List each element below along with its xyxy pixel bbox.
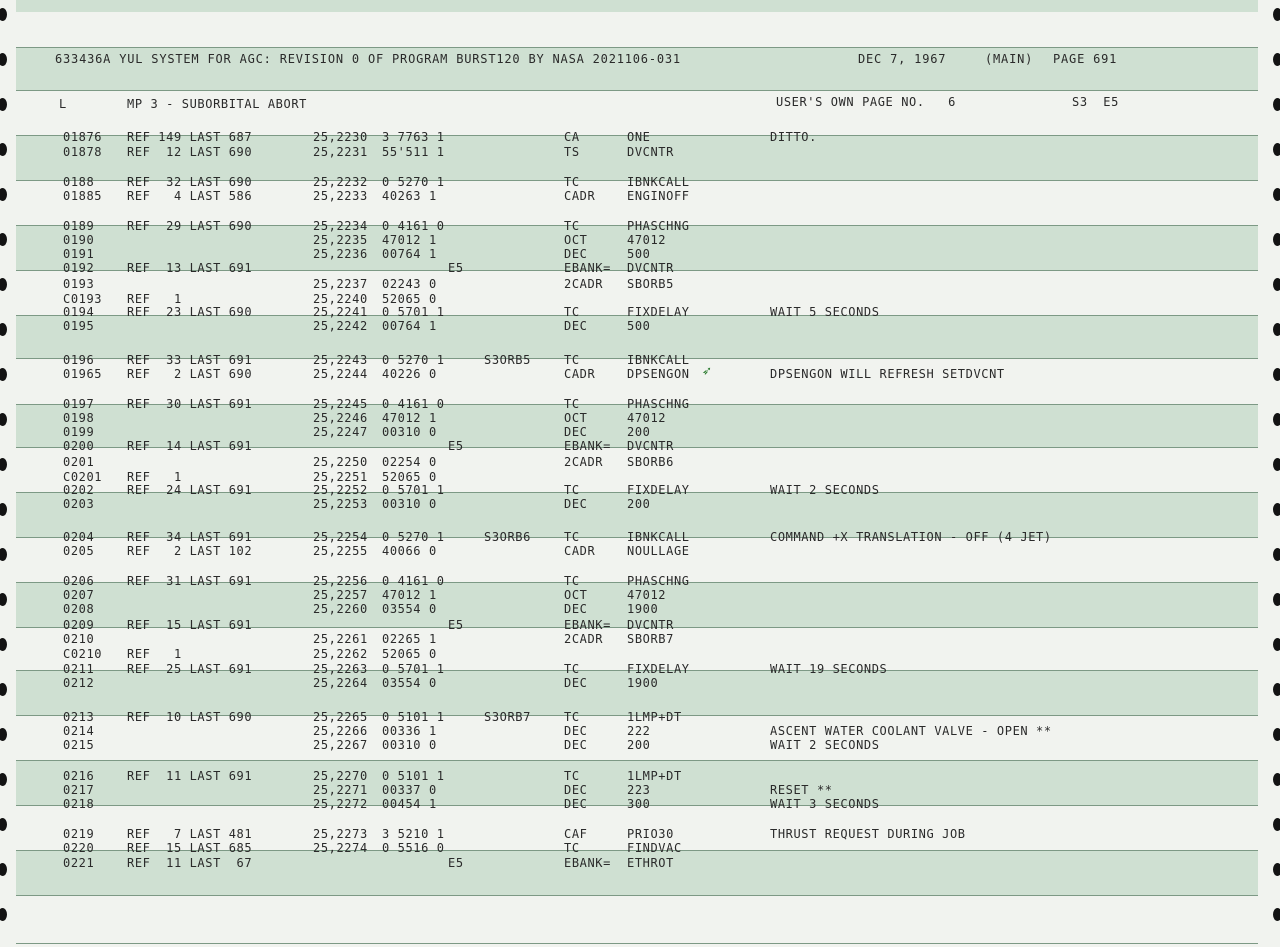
octal-word: 00336 1 <box>382 724 437 738</box>
ref-field: REF 15 LAST 685 <box>127 841 253 855</box>
feed-hole <box>1273 818 1280 831</box>
opcode: 2CADR <box>564 277 604 291</box>
operand: FIXDELAY <box>627 305 690 319</box>
ref-field: REF 24 LAST 691 <box>127 483 253 497</box>
octal-word: E5 <box>448 856 464 870</box>
opcode: EBANK= <box>564 856 611 870</box>
feed-hole <box>0 53 7 66</box>
address: 25,2234 <box>313 219 368 233</box>
line-number: C0201 <box>63 470 103 484</box>
opcode: CAF <box>564 827 588 841</box>
octal-word: 47012 1 <box>382 411 437 425</box>
octal-word: 52065 0 <box>382 470 437 484</box>
line-number: 0205 <box>63 544 95 558</box>
feed-hole <box>1273 143 1280 156</box>
opcode: TC <box>564 483 580 497</box>
operand: 200 <box>627 425 651 439</box>
feed-hole <box>0 8 7 21</box>
ref-field: REF 12 LAST 690 <box>127 145 253 159</box>
header-page: PAGE 691 <box>1053 52 1118 66</box>
address: 25,2245 <box>313 397 368 411</box>
ref-field: REF 14 LAST 691 <box>127 439 253 453</box>
feed-hole <box>1273 188 1280 201</box>
comment: THRUST REQUEST DURING JOB <box>770 827 966 841</box>
line-number: 01885 <box>63 189 103 203</box>
octal-word: 3 7763 1 <box>382 130 445 144</box>
ref-field: REF 23 LAST 690 <box>127 305 253 319</box>
handwritten-check-arrow: ➶ <box>702 362 712 380</box>
line-number: 0220 <box>63 841 95 855</box>
feed-hole <box>1273 413 1280 426</box>
ref-field: REF 13 LAST 691 <box>127 261 253 275</box>
operand: 1900 <box>627 602 659 616</box>
line-number: 0194 <box>63 305 95 319</box>
opcode: DEC <box>564 724 588 738</box>
feed-hole <box>1273 548 1280 561</box>
address: 25,2263 <box>313 662 368 676</box>
feed-hole <box>1273 323 1280 336</box>
octal-word: E5 <box>448 439 464 453</box>
operand: NOULLAGE <box>627 544 690 558</box>
address: 25,2243 <box>313 353 368 367</box>
octal-word: 03554 0 <box>382 676 437 690</box>
address: 25,2230 <box>313 130 368 144</box>
ref-field: REF 11 LAST 691 <box>127 769 253 783</box>
octal-word: E5 <box>448 618 464 632</box>
feed-hole <box>1273 278 1280 291</box>
band-rule <box>16 943 1258 944</box>
address: 25,2261 <box>313 632 368 646</box>
feed-hole <box>1273 233 1280 246</box>
opcode: OCT <box>564 233 588 247</box>
octal-word: 00337 0 <box>382 783 437 797</box>
octal-word: 0 5270 1 <box>382 353 445 367</box>
opcode: TC <box>564 219 580 233</box>
opcode: TC <box>564 710 580 724</box>
octal-word: 03554 0 <box>382 602 437 616</box>
feed-hole <box>1273 8 1280 21</box>
band-rule <box>16 895 1258 896</box>
address: 25,2253 <box>313 497 368 511</box>
opcode: OCT <box>564 588 588 602</box>
address: 25,2235 <box>313 233 368 247</box>
opcode: CADR <box>564 367 596 381</box>
address: 25,2273 <box>313 827 368 841</box>
opcode: EBANK= <box>564 439 611 453</box>
line-number: 0198 <box>63 411 95 425</box>
octal-word: 00764 1 <box>382 319 437 333</box>
operand: ONE <box>627 130 651 144</box>
comment: COMMAND +X TRANSLATION - OFF (4 JET) <box>770 530 1052 544</box>
octal-word: E5 <box>448 261 464 275</box>
ref-field: REF 2 LAST 102 <box>127 544 253 558</box>
opcode: TC <box>564 841 580 855</box>
operand: 200 <box>627 497 651 511</box>
octal-word: 3 5210 1 <box>382 827 445 841</box>
line-number: 0200 <box>63 439 95 453</box>
ref-field: REF 2 LAST 690 <box>127 367 253 381</box>
operand: ETHROT <box>627 856 674 870</box>
octal-word: 0 5270 1 <box>382 530 445 544</box>
line-number: 0221 <box>63 856 95 870</box>
header-date: DEC 7, 1967 <box>858 52 947 66</box>
line-number: 0215 <box>63 738 95 752</box>
opcode: TC <box>564 662 580 676</box>
feed-hole <box>1273 458 1280 471</box>
line-number: 0202 <box>63 483 95 497</box>
line-number: 01878 <box>63 145 103 159</box>
line-number: 0197 <box>63 397 95 411</box>
address: 25,2267 <box>313 738 368 752</box>
line-number: 0212 <box>63 676 95 690</box>
feed-hole <box>1273 728 1280 741</box>
green-band <box>16 0 1258 12</box>
line-number: 01876 <box>63 130 103 144</box>
operand: 200 <box>627 738 651 752</box>
feed-hole <box>1273 683 1280 696</box>
line-number: 0204 <box>63 530 95 544</box>
operand: 47012 <box>627 588 667 602</box>
address: 25,2266 <box>313 724 368 738</box>
feed-hole <box>0 278 7 291</box>
octal-word: 0 4161 0 <box>382 219 445 233</box>
line-number: 0213 <box>63 710 95 724</box>
line-number: 0188 <box>63 175 95 189</box>
opcode: TC <box>564 397 580 411</box>
operand: SBORB5 <box>627 277 674 291</box>
operand: PRIO30 <box>627 827 674 841</box>
octal-word: 55'511 1 <box>382 145 445 159</box>
header-main: (MAIN) <box>985 52 1034 66</box>
line-number: 0199 <box>63 425 95 439</box>
opcode: DEC <box>564 247 588 261</box>
octal-word: 0 5701 1 <box>382 483 445 497</box>
line-number: 0217 <box>63 783 95 797</box>
line-number: 0211 <box>63 662 95 676</box>
ref-field: REF 25 LAST 691 <box>127 662 253 676</box>
comment: WAIT 2 SECONDS <box>770 738 880 752</box>
octal-word: 40226 0 <box>382 367 437 381</box>
octal-word: 02254 0 <box>382 455 437 469</box>
octal-word: 02243 0 <box>382 277 437 291</box>
line-number: 0196 <box>63 353 95 367</box>
feed-hole <box>1273 98 1280 111</box>
feed-hole <box>1273 638 1280 651</box>
opcode: OCT <box>564 411 588 425</box>
feed-hole <box>0 503 7 516</box>
address: 25,2232 <box>313 175 368 189</box>
line-number: 0192 <box>63 261 95 275</box>
address: 25,2244 <box>313 367 368 381</box>
ref-field: REF 11 LAST 67 <box>127 856 253 870</box>
operand: 300 <box>627 797 651 811</box>
feed-hole <box>0 413 7 426</box>
address: 25,2240 <box>313 292 368 306</box>
operand: SBORB6 <box>627 455 674 469</box>
address: 25,2272 <box>313 797 368 811</box>
address: 25,2271 <box>313 783 368 797</box>
line-number: 0190 <box>63 233 95 247</box>
octal-word: 0 5701 1 <box>382 305 445 319</box>
octal-word: 47012 1 <box>382 588 437 602</box>
comment: WAIT 3 SECONDS <box>770 797 880 811</box>
feed-hole <box>0 863 7 876</box>
opcode: DEC <box>564 602 588 616</box>
address: 25,2260 <box>313 602 368 616</box>
operand: DVCNTR <box>627 618 674 632</box>
opcode: TC <box>564 175 580 189</box>
feed-hole <box>0 323 7 336</box>
address: 25,2265 <box>313 710 368 724</box>
operand: DVCNTR <box>627 439 674 453</box>
operand: DVCNTR <box>627 145 674 159</box>
header-title: 633436A YUL SYSTEM FOR AGC: REVISION 0 OF PROGRAM BURST120 BY NASA 2021106-031 <box>55 52 681 66</box>
ref-field: REF 1 <box>127 647 182 661</box>
feed-hole <box>0 458 7 471</box>
octal-word: 0 5701 1 <box>382 662 445 676</box>
subheader-type: L <box>59 97 67 111</box>
octal-word: 00310 0 <box>382 425 437 439</box>
ref-field: REF 7 LAST 481 <box>127 827 253 841</box>
feed-hole <box>0 593 7 606</box>
octal-word: 00310 0 <box>382 738 437 752</box>
ref-field: REF 32 LAST 690 <box>127 175 253 189</box>
octal-word: 00454 1 <box>382 797 437 811</box>
feed-hole <box>1273 773 1280 786</box>
line-number: 0189 <box>63 219 95 233</box>
address: 25,2254 <box>313 530 368 544</box>
band-rule <box>16 90 1258 91</box>
address: 25,2241 <box>313 305 368 319</box>
operand: IBNKCALL <box>627 175 690 189</box>
line-number: 0218 <box>63 797 95 811</box>
address: 25,2250 <box>313 455 368 469</box>
octal-word: 47012 1 <box>382 233 437 247</box>
operand: 1LMP+DT <box>627 710 682 724</box>
octal-word: 52065 0 <box>382 292 437 306</box>
line-number: 0210 <box>63 632 95 646</box>
address: 25,2251 <box>313 470 368 484</box>
address: 25,2247 <box>313 425 368 439</box>
opcode: TC <box>564 574 580 588</box>
opcode: DEC <box>564 738 588 752</box>
operand: FIXDELAY <box>627 483 690 497</box>
octal-word: 0 5101 1 <box>382 769 445 783</box>
opcode: CADR <box>564 189 596 203</box>
address: 25,2246 <box>313 411 368 425</box>
ref-field: REF 4 LAST 586 <box>127 189 253 203</box>
subheader-tags: S3 E5 <box>1072 95 1119 109</box>
address: 25,2255 <box>313 544 368 558</box>
octal-word: 52065 0 <box>382 647 437 661</box>
operand: 1LMP+DT <box>627 769 682 783</box>
feed-hole <box>0 233 7 246</box>
operand: PHASCHNG <box>627 219 690 233</box>
opcode: TC <box>564 305 580 319</box>
opcode: TC <box>564 530 580 544</box>
opcode: EBANK= <box>564 618 611 632</box>
operand: IBNKCALL <box>627 530 690 544</box>
comment: WAIT 19 SECONDS <box>770 662 888 676</box>
octal-word: 0 4161 0 <box>382 397 445 411</box>
line-number: 0191 <box>63 247 95 261</box>
address: 25,2252 <box>313 483 368 497</box>
operand: DVCNTR <box>627 261 674 275</box>
octal-word: 00310 0 <box>382 497 437 511</box>
opcode: EBANK= <box>564 261 611 275</box>
octal-word: 0 4161 0 <box>382 574 445 588</box>
feed-hole <box>0 548 7 561</box>
operand: 222 <box>627 724 651 738</box>
line-number: 0219 <box>63 827 95 841</box>
octal-word: 00764 1 <box>382 247 437 261</box>
line-number: 0209 <box>63 618 95 632</box>
address: 25,2233 <box>313 189 368 203</box>
comment: RESET ** <box>770 783 833 797</box>
address: 25,2256 <box>313 574 368 588</box>
ref-field: REF 149 LAST 687 <box>127 130 253 144</box>
feed-hole <box>0 908 7 921</box>
operand: ENGINOFF <box>627 189 690 203</box>
feed-hole <box>1273 53 1280 66</box>
operand: 47012 <box>627 233 667 247</box>
line-number: C0210 <box>63 647 103 661</box>
operand: DPSENGON <box>627 367 690 381</box>
line-number: 0208 <box>63 602 95 616</box>
band-rule <box>16 760 1258 761</box>
ref-field: REF 1 <box>127 470 182 484</box>
feed-hole <box>1273 863 1280 876</box>
ref-field: REF 34 LAST 691 <box>127 530 253 544</box>
line-number: 0195 <box>63 319 95 333</box>
opcode: DEC <box>564 425 588 439</box>
opcode: TS <box>564 145 580 159</box>
opcode: DEC <box>564 783 588 797</box>
feed-hole <box>0 683 7 696</box>
feed-hole <box>0 98 7 111</box>
comment: WAIT 2 SECONDS <box>770 483 880 497</box>
address: 25,2242 <box>313 319 368 333</box>
ref-field: REF 29 LAST 690 <box>127 219 253 233</box>
operand: FIXDELAY <box>627 662 690 676</box>
label: S3ORB6 <box>484 530 531 544</box>
label: S3ORB7 <box>484 710 531 724</box>
ref-field: REF 31 LAST 691 <box>127 574 253 588</box>
line-number: 0201 <box>63 455 95 469</box>
label: S3ORB5 <box>484 353 531 367</box>
subheader-user-page: USER'S OWN PAGE NO. 6 <box>776 95 956 109</box>
opcode: CA <box>564 130 580 144</box>
feed-hole <box>1273 908 1280 921</box>
octal-word: 02265 1 <box>382 632 437 646</box>
operand: SBORB7 <box>627 632 674 646</box>
opcode: DEC <box>564 497 588 511</box>
opcode: TC <box>564 353 580 367</box>
feed-hole <box>0 728 7 741</box>
feed-hole <box>0 638 7 651</box>
feed-hole <box>0 773 7 786</box>
feed-hole <box>0 368 7 381</box>
address: 25,2270 <box>313 769 368 783</box>
opcode: 2CADR <box>564 455 604 469</box>
opcode: 2CADR <box>564 632 604 646</box>
operand: 500 <box>627 247 651 261</box>
opcode: DEC <box>564 676 588 690</box>
address: 25,2236 <box>313 247 368 261</box>
operand: IBNKCALL <box>627 353 690 367</box>
feed-hole <box>0 818 7 831</box>
ref-field: REF 33 LAST 691 <box>127 353 253 367</box>
operand: 223 <box>627 783 651 797</box>
line-number: 0207 <box>63 588 95 602</box>
subheader-title: MP 3 - SUBORBITAL ABORT <box>127 97 307 111</box>
operand: 47012 <box>627 411 667 425</box>
comment: DPSENGON WILL REFRESH SETDVCNT <box>770 367 1005 381</box>
address: 25,2262 <box>313 647 368 661</box>
address: 25,2264 <box>313 676 368 690</box>
feed-hole <box>0 143 7 156</box>
opcode: DEC <box>564 319 588 333</box>
feed-hole <box>1273 593 1280 606</box>
opcode: TC <box>564 769 580 783</box>
operand: PHASCHNG <box>627 397 690 411</box>
octal-word: 0 5270 1 <box>382 175 445 189</box>
octal-word: 0 5516 0 <box>382 841 445 855</box>
band-rule <box>16 47 1258 48</box>
operand: 500 <box>627 319 651 333</box>
feed-hole <box>0 188 7 201</box>
operand: 1900 <box>627 676 659 690</box>
line-number: 0216 <box>63 769 95 783</box>
octal-word: 40263 1 <box>382 189 437 203</box>
feed-hole <box>1273 503 1280 516</box>
comment: DITTO. <box>770 130 817 144</box>
octal-word: 0 5101 1 <box>382 710 445 724</box>
line-number: 01965 <box>63 367 103 381</box>
octal-word: 40066 0 <box>382 544 437 558</box>
feed-hole <box>1273 368 1280 381</box>
address: 25,2274 <box>313 841 368 855</box>
ref-field: REF 30 LAST 691 <box>127 397 253 411</box>
opcode: DEC <box>564 797 588 811</box>
operand: PHASCHNG <box>627 574 690 588</box>
ref-field: REF 1 <box>127 292 182 306</box>
line-number: 0203 <box>63 497 95 511</box>
comment: WAIT 5 SECONDS <box>770 305 880 319</box>
address: 25,2237 <box>313 277 368 291</box>
operand: FINDVAC <box>627 841 682 855</box>
address: 25,2257 <box>313 588 368 602</box>
line-number: 0193 <box>63 277 95 291</box>
line-number: 0206 <box>63 574 95 588</box>
address: 25,2231 <box>313 145 368 159</box>
ref-field: REF 15 LAST 691 <box>127 618 253 632</box>
opcode: CADR <box>564 544 596 558</box>
comment: ASCENT WATER COOLANT VALVE - OPEN ** <box>770 724 1052 738</box>
line-number: C0193 <box>63 292 103 306</box>
line-number: 0214 <box>63 724 95 738</box>
ref-field: REF 10 LAST 690 <box>127 710 253 724</box>
